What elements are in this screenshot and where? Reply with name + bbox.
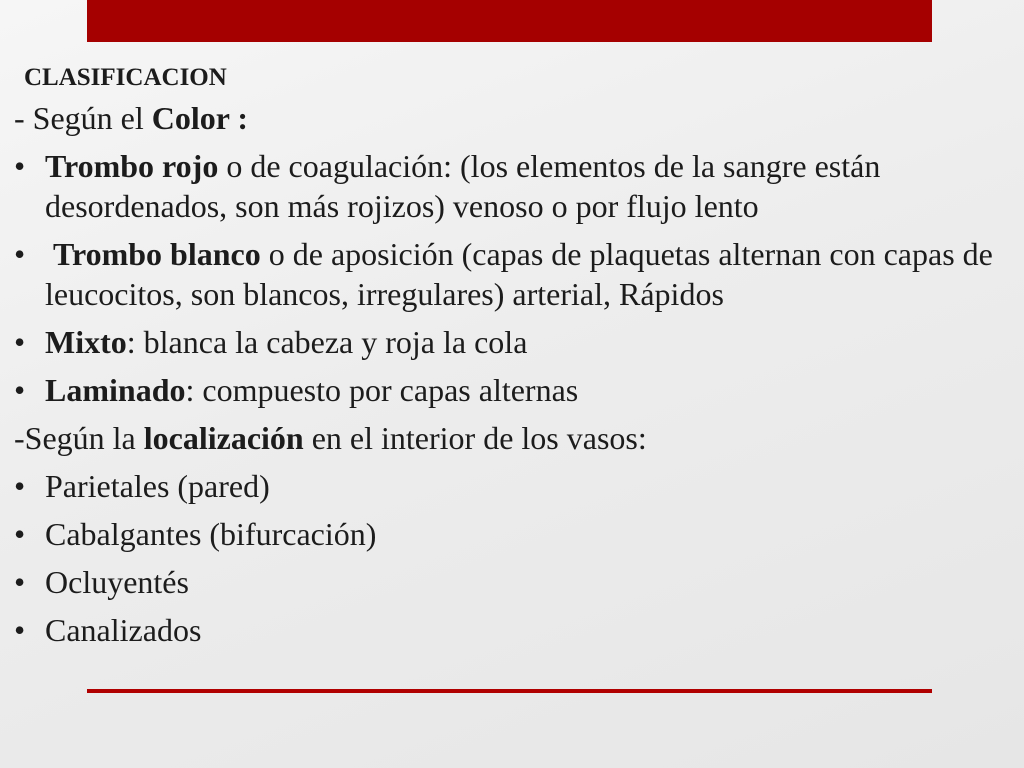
section-color-keyword: Color : (151, 100, 249, 136)
list-item-canalizados (12, 610, 1002, 650)
section-location-suffix: en el interior de los vasos: (303, 420, 647, 456)
item-description: : blanca la cabeza y roja la cola (126, 324, 528, 360)
list-item-parietales (12, 466, 1002, 506)
bullet-icon: • (14, 372, 26, 408)
item-text: Cabalgantes (bifurcación) (45, 516, 377, 552)
section-location-keyword: localización (143, 420, 304, 456)
bullet-icon: • (14, 236, 26, 272)
list-item-trombo-blanco (12, 234, 1002, 314)
item-text: Ocluyentés (45, 564, 189, 600)
section-location-prefix: -Según la (14, 420, 144, 456)
list-item-cabalgantes (12, 514, 1002, 554)
bullet-icon: • (14, 468, 26, 504)
item-description: : compuesto por capas alternas (185, 372, 579, 408)
bullet-icon: • (14, 516, 26, 552)
slide-content (12, 58, 1002, 658)
item-lead-space (45, 236, 53, 272)
list-item-mixto (12, 322, 1002, 362)
bullet-icon: • (14, 612, 26, 648)
bottom-accent-rule (87, 689, 932, 693)
list-item-trombo-rojo (12, 146, 1002, 226)
bullet-icon: • (14, 148, 26, 184)
item-term: Trombo rojo (45, 148, 219, 184)
item-text: Parietales (pared) (45, 468, 270, 504)
item-term: Laminado (45, 372, 186, 408)
bullet-icon: • (14, 564, 26, 600)
section-color-prefix: - Según el (14, 100, 152, 136)
section-color-heading (12, 98, 1002, 138)
top-accent-band (87, 0, 932, 42)
slide-heading: CLASIFICACION (24, 64, 227, 91)
item-term: Mixto (45, 324, 127, 360)
item-text: Canalizados (45, 612, 202, 648)
item-description: o de aposición (capas de plaquetas alternan con capas de leucocitos, son blancos, irregulares) arterial, Rápidos (45, 236, 993, 312)
bullet-icon: • (14, 324, 26, 360)
section-location-heading (12, 418, 1002, 458)
list-item-ocluyentes (12, 562, 1002, 602)
item-description: o de coagulación: (los elementos de la sangre están desordenados, son más rojizos) venoso o por flujo lento (45, 148, 881, 224)
list-item-laminado (12, 370, 1002, 410)
item-term: Trombo blanco (53, 236, 261, 272)
